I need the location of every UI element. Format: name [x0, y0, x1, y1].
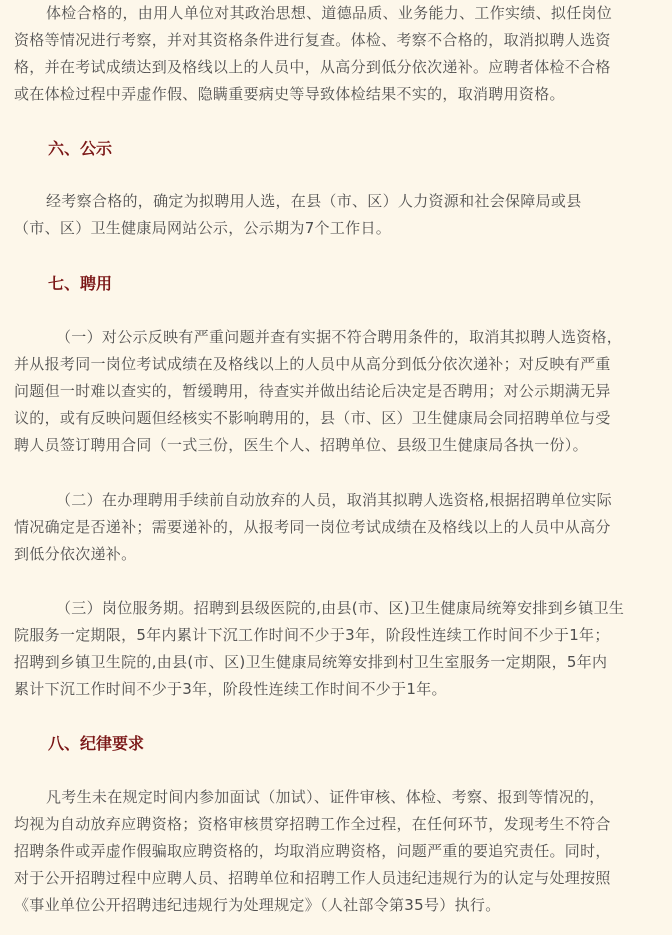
text-line: 到低分依次递补。 — [14, 545, 137, 563]
text-line: 经考察合格的，确定为拟聘用人选，在县（市、区）人力资源和社会保障局或县 — [46, 192, 582, 210]
paragraph-exam-check — [14, 0, 660, 108]
text-line: 并从报考同一岗位考试成绩在及格线以上的人员中从高分到低分依次递补；对反映有严重 — [14, 355, 611, 373]
paragraph-hiring-2 — [14, 487, 660, 568]
paragraph-discipline — [14, 784, 660, 919]
section-heading-publicity: 六、公示 — [48, 139, 113, 158]
text-line: 招聘条件或弄虚作假骗取应聘资格的，均取消应聘资格，问题严重的要追究责任。同时， — [14, 842, 611, 860]
text-line: 院服务一定期限，5年内累计下沉工作时间不少于3年，阶段性连续工作时间不少于1年； — [14, 626, 610, 644]
text-line: 资格等情况进行考察，并对其资格条件进行复查。体检、考察不合格的，取消拟聘人选资 — [14, 31, 611, 49]
section-heading-discipline: 八、纪律要求 — [48, 734, 145, 753]
text-line: 凡考生未在规定时间内参加面试（加试）、证件审核、体检、考察、报到等情况的， — [46, 788, 605, 806]
text-line: 累计下沉工作时间不少于3年，阶段性连续工作时间不少于1年。 — [14, 680, 447, 698]
section-heading-hiring: 七、聘用 — [48, 274, 113, 293]
paragraph-publicity — [14, 188, 660, 242]
text-line: 格，并在考试成绩达到及格线以上的人员中，从高分到低分依次递补。应聘者体检不合格 — [14, 58, 611, 76]
text-line: （二）在办理聘用手续前自动放弃的人员，取消其拟聘人选资格,根据招聘单位实际 — [56, 491, 612, 509]
text-line: 体检合格的，由用人单位对其政治思想、道德品质、业务能力、工作实绩、拟任岗位 — [46, 4, 613, 22]
text-line: 或在体检过程中弄虚作假、隐瞒重要病史等导致体检结果不实的，取消聘用资格。 — [14, 85, 565, 103]
text-line: 招聘到乡镇卫生院的,由县(市、区)卫生健康局统筹安排到村卫生室服务一定期限，5年内 — [14, 653, 608, 671]
text-line: 《事业单位公开招聘违纪违规行为处理规定》（人社部令第35号）执行。 — [14, 896, 501, 914]
text-line: 聘人员签订聘用合同（一式三份，医生个人、招聘单位、县级卫生健康局各执一份）。 — [14, 436, 588, 454]
text-line: 问题但一时难以查实的，暂缓聘用，待查实并做出结论后决定是否聘用；对公示期满无异 — [14, 382, 611, 400]
text-line: （一）对公示反映有严重问题并查有实据不符合聘用条件的，取消其拟聘人选资格， — [56, 328, 623, 346]
text-line: 对于公开招聘过程中应聘人员、招聘单位和招聘工作人员违纪违规行为的认定与处理按照 — [14, 869, 611, 887]
text-line: （三）岗位服务期。招聘到县级医院的,由县(市、区)卫生健康局统筹安排到乡镇卫生 — [56, 599, 625, 617]
text-line: 情况确定是否递补；需要递补的，从报考同一岗位考试成绩在及格线以上的人员中从高分 — [14, 518, 611, 536]
text-line: （市、区）卫生健康局网站公示，公示期为7个工作日。 — [14, 219, 392, 237]
paragraph-hiring-3 — [14, 595, 660, 703]
paragraph-hiring-1 — [14, 324, 660, 459]
text-line: 议的，或有反映问题但经核实不影响聘用的，县（市、区）卫生健康局会同招聘单位与受 — [14, 409, 611, 427]
text-line: 均视为自动放弃应聘资格；资格审核贯穿招聘工作全过程，在任何环节，发现考生不符合 — [14, 815, 611, 833]
